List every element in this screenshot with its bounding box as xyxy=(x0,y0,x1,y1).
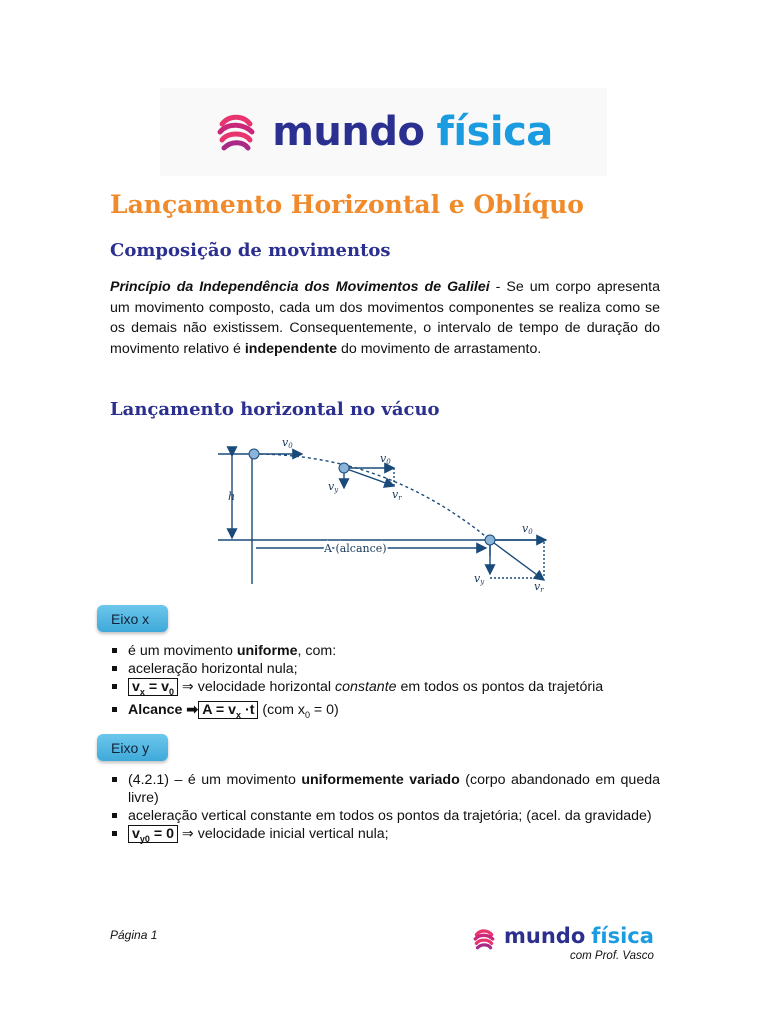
vector-vr-mid xyxy=(344,468,394,486)
paragraph-text-1: - Se um corpo apresenta um movimento composto, cada um dos movimentos componentes se realiza como se os demais não existissem. Consequentemente, o intervalo de tempo de duração do movimento relativo é xyxy=(110,279,661,357)
brand-word-mundo: mundo xyxy=(272,109,425,155)
paragraph-lead: Princípio da Independência dos Movimentos de Galilei xyxy=(110,279,490,295)
trajectory-curve xyxy=(254,454,490,540)
page-number: Página 1 xyxy=(110,928,158,942)
label-vy-mid: vy xyxy=(328,480,339,494)
list-item: $v_x = v_0$ ⇒ velocidade horizontal constante em todos os pontos da trajetória xyxy=(110,678,660,701)
label-h: h xyxy=(228,490,236,503)
brand-name xyxy=(272,109,553,155)
formula-alcance-box: $A = v_x \cdot t$ xyxy=(198,701,258,719)
eixo-y-list xyxy=(110,771,660,848)
label-vr-end: vr xyxy=(534,580,544,594)
label-v0-end: v0 xyxy=(522,522,533,536)
label-alcance: A (alcance) xyxy=(324,542,387,555)
eixo-y-badge: Eixo y xyxy=(97,734,168,761)
vector-vr-end xyxy=(490,540,544,580)
galilei-paragraph xyxy=(110,277,660,359)
label-v0-start: v0 xyxy=(282,436,293,450)
ball-end xyxy=(485,535,495,545)
page-title: Lançamento Horizontal e Oblíquo xyxy=(110,190,584,219)
eixo-x-list xyxy=(110,642,660,724)
projectile-diagram xyxy=(216,434,552,594)
formula-vy0-box: $v_{y0} = 0$ xyxy=(128,825,178,843)
footer-brand-name: mundo física xyxy=(504,924,654,948)
eixo-x-badge: Eixo x xyxy=(97,605,168,632)
ball-mid xyxy=(339,463,349,473)
list-item: (4.2.1) – é um movimento uniformemente variado (corpo abandonado em queda livre) xyxy=(110,771,660,807)
label-vr-mid: vr xyxy=(392,488,402,502)
arrow-right-icon: ➡ xyxy=(186,701,199,718)
swirl-logo-icon xyxy=(214,110,258,154)
brand-word-fisica: física xyxy=(436,109,553,155)
swirl-logo-icon xyxy=(472,927,496,951)
list-item: Alcance ➡ $A = v_x \cdot t$ (com $x_0 = 0$) xyxy=(110,701,660,724)
label-v0-mid: v0 xyxy=(380,452,391,466)
formula-vx-box: $v_x = v_0$ xyxy=(128,678,178,696)
ball-start xyxy=(249,449,259,459)
label-vy-end: vy xyxy=(474,572,485,586)
header-logo xyxy=(160,88,607,176)
list-item: é um movimento uniforme, com: xyxy=(110,642,660,660)
section-heading-lancamento: Lançamento horizontal no vácuo xyxy=(110,399,440,420)
list-item: $v_{y0} = 0$ ⇒ velocidade inicial vertical nula; xyxy=(110,825,660,848)
footer-tagline: com Prof. Vasco xyxy=(570,950,654,962)
list-item: aceleração vertical constante em todos os pontos da trajetória; (acel. da gravidade) xyxy=(110,807,660,825)
section-heading-composicao: Composição de movimentos xyxy=(110,240,391,261)
footer-logo xyxy=(472,924,662,968)
paragraph-text-2: do movimento de arrastamento. xyxy=(337,340,542,357)
list-item: aceleração horizontal nula; xyxy=(110,660,660,678)
paragraph-bold-word: independente xyxy=(244,340,338,357)
